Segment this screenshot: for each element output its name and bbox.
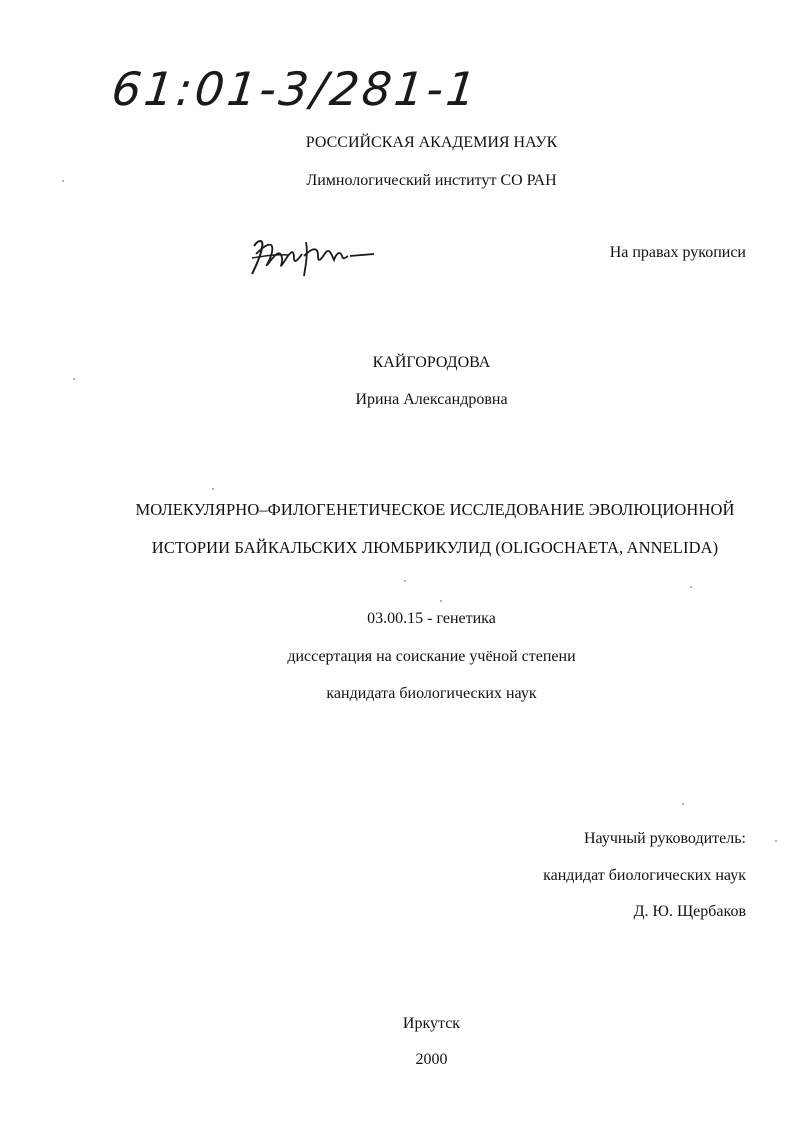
rights-note: На правах рукописи (609, 244, 746, 261)
author-surname: КАЙГОРОДОВА (372, 354, 491, 371)
scan-speck (73, 378, 75, 380)
archive-code-handwritten: 61:01-3/281-1 (109, 62, 482, 116)
scan-speck (690, 586, 692, 588)
dissertation-title-line1: МОЛЕКУЛЯРНО–ФИЛОГЕНЕТИЧЕСКОЕ ИССЛЕДОВАНИЕ ЭВОЛЮЦИОННОЙ (135, 500, 735, 519)
specialty-code: 03.00.15 - генетика (367, 610, 496, 627)
organization-name: РОССИЙСКАЯ АКАДЕМИЯ НАУК (305, 134, 558, 151)
scan-speck (212, 488, 214, 490)
supervisor-label: Научный руководитель: (583, 830, 746, 847)
institute-name: Лимнологический институт СО РАН (306, 172, 557, 189)
degree-line1: диссертация на соискание учёной степени (287, 648, 576, 665)
scan-speck (682, 803, 684, 805)
scan-speck (404, 580, 406, 582)
scan-speck (62, 180, 64, 182)
city: Иркутск (402, 1015, 461, 1032)
author-given-names: Ирина Александровна (355, 391, 508, 408)
degree-line2: кандидата биологических наук (326, 685, 537, 702)
scan-speck (440, 600, 442, 602)
author-signature (248, 234, 378, 280)
supervisor-name: Д. Ю. Щербаков (633, 903, 746, 920)
scan-speck (775, 840, 777, 842)
supervisor-degree: кандидат биологических наук (543, 867, 746, 884)
year: 2000 (415, 1051, 448, 1068)
dissertation-title-line2: ИСТОРИИ БАЙКАЛЬСКИХ ЛЮМБРИКУЛИД (OLIGOCHAETA, ANNELIDA) (151, 538, 719, 557)
